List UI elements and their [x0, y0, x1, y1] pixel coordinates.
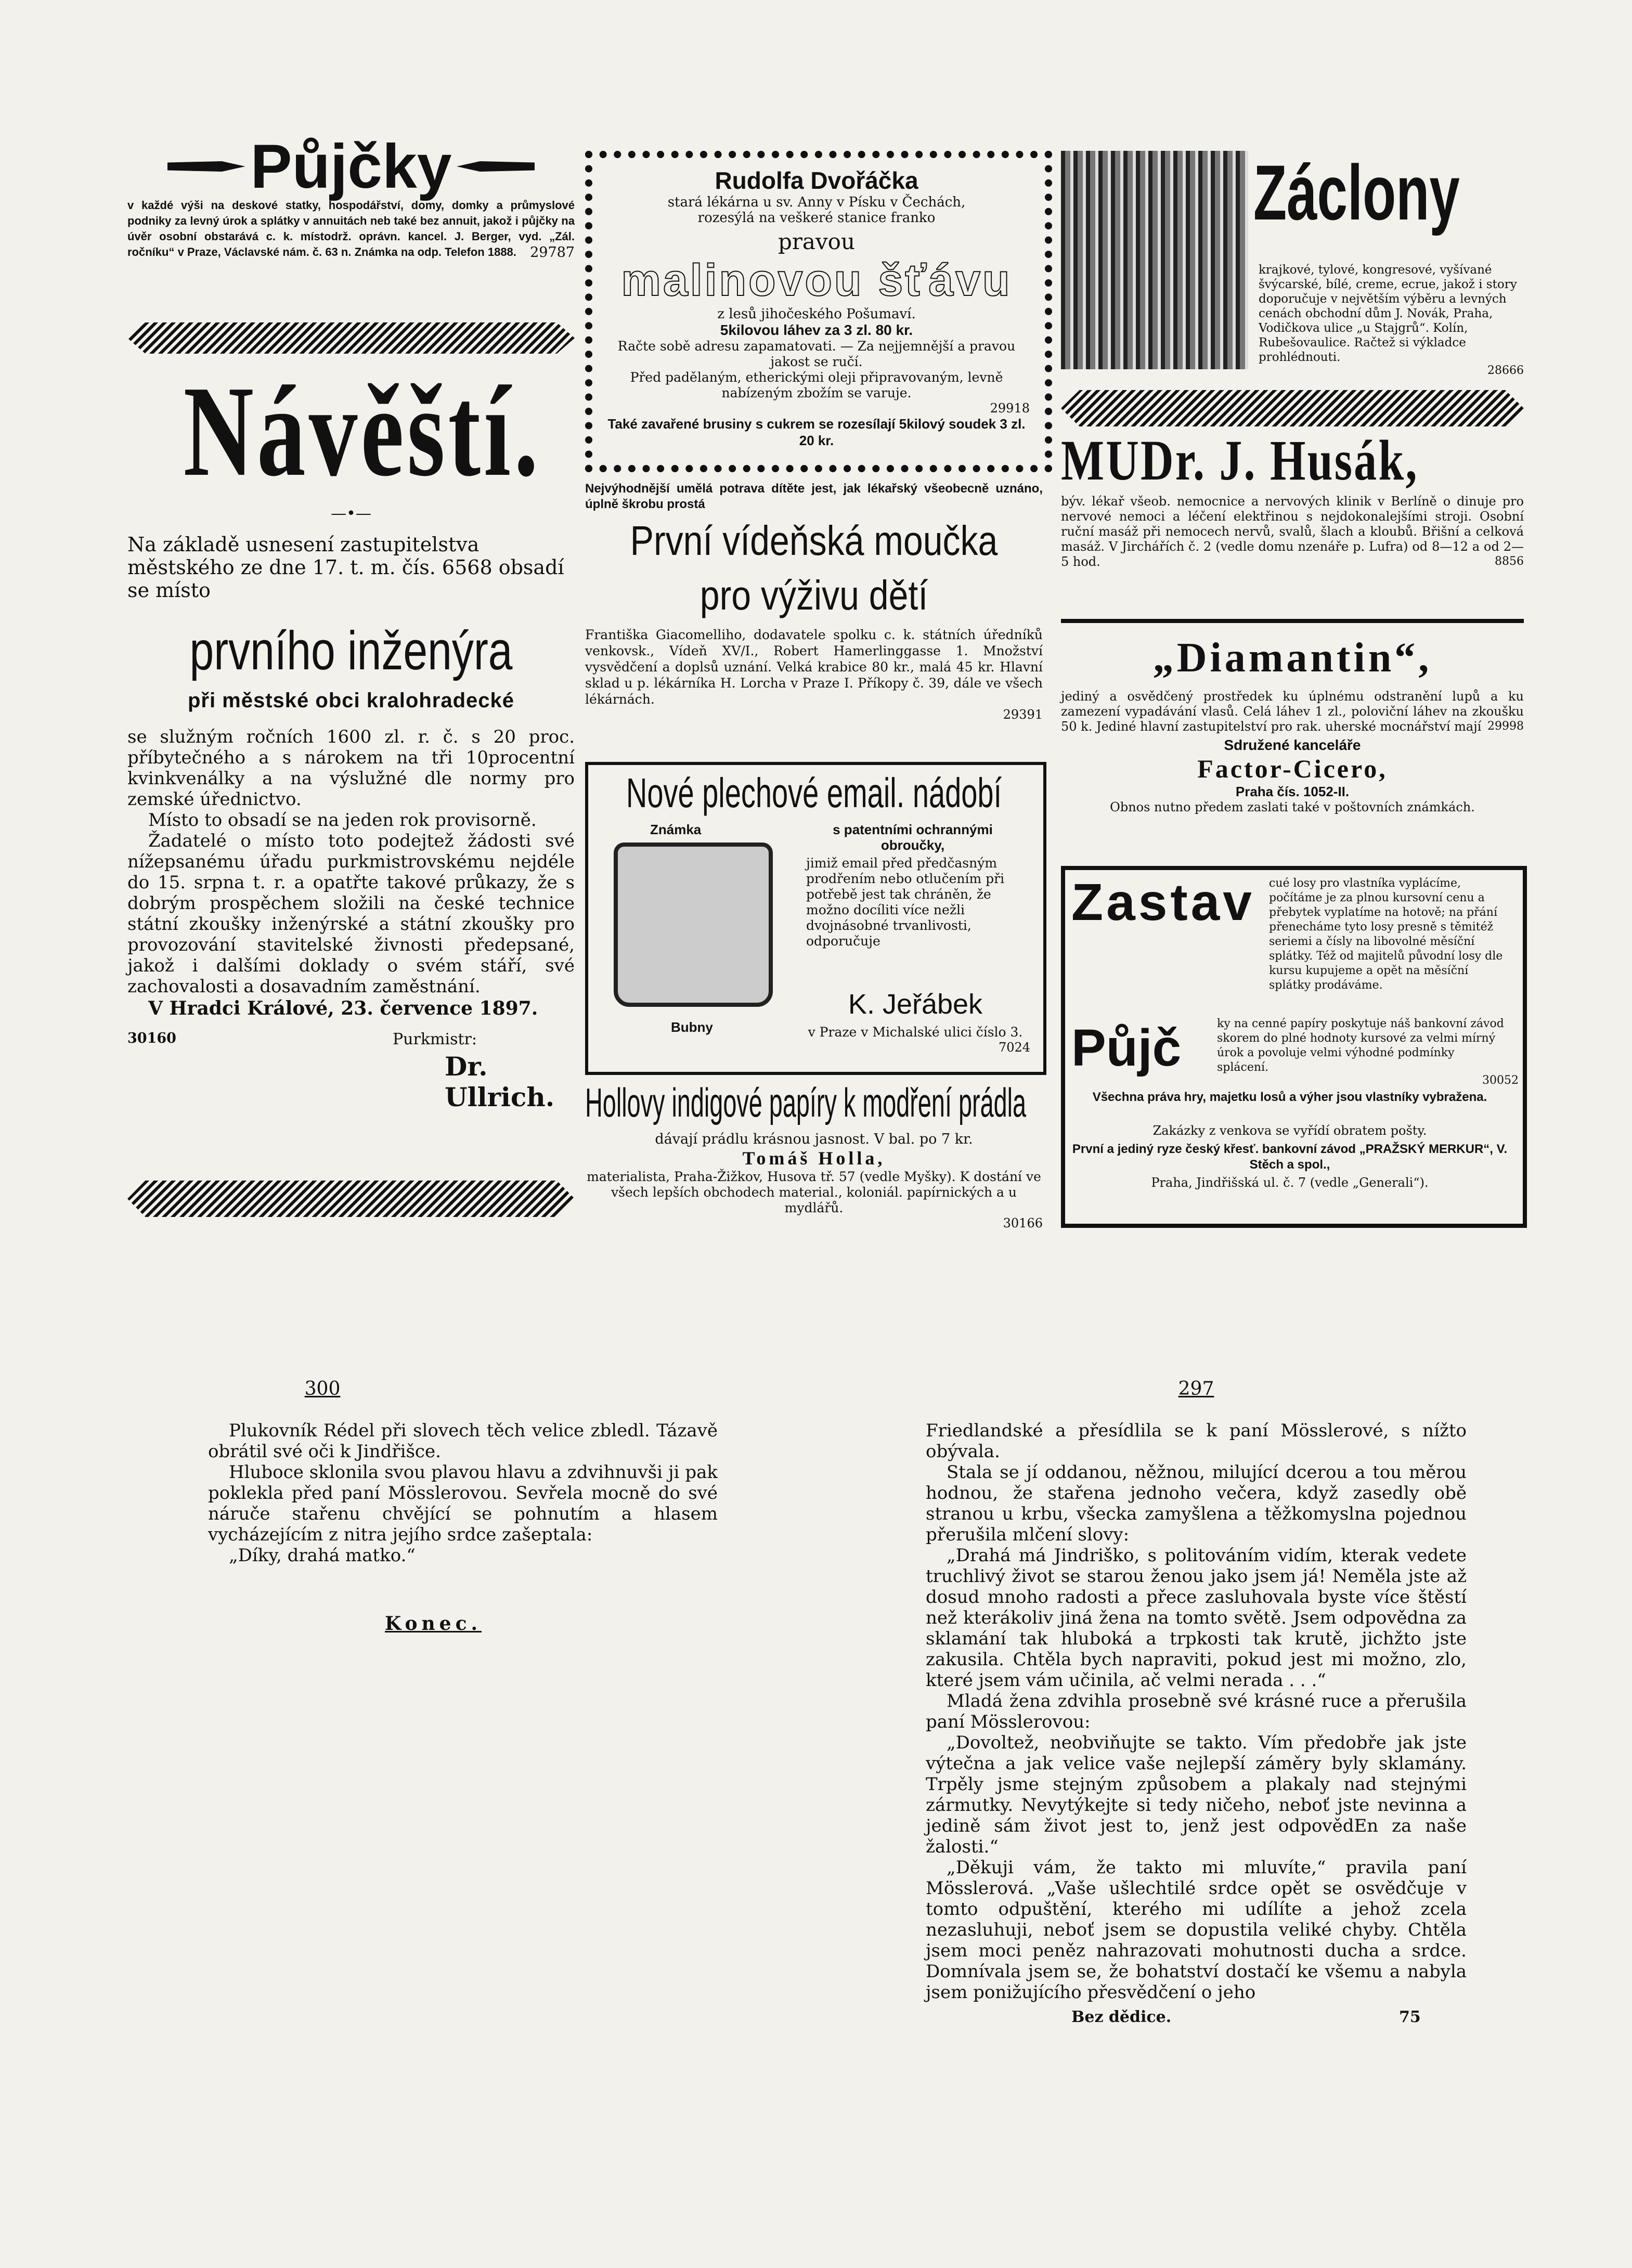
paper-line-1: dávají prádlu krásnou jasnost. V bal. po 7 kr. [655, 1131, 973, 1147]
pawn-line-2: Zakázky z venkova se vyřídí obratem pošty. [1152, 1123, 1427, 1138]
loans-title: Půjčky [250, 132, 452, 201]
enamel-number: 7024 [999, 1040, 1031, 1055]
page-number: 297 [1178, 1378, 1214, 1399]
ad-curtains [1253, 148, 1524, 237]
flour-intro: Nejvýhodnější umělá potrava dítěte jest, jak lékařský všeobecně uznáno, úplně škrobu prostá [585, 482, 1043, 511]
ad-enamel [593, 764, 1035, 1055]
diamantin-company: Factor-Cicero, [1197, 754, 1388, 783]
syrup-number: 29918 [990, 401, 1030, 416]
notice-number: 30160 [127, 1030, 176, 1046]
ad-loans [127, 132, 575, 261]
syrup-note: Račte sobě adresu zapamatovati. — Za nejjemnější a pravou jakost se ručí. [617, 339, 1016, 369]
novel-paragraph: Mladá žena zdvihla prosebně své krásné ruce a přerušila paní Mösslerovou: [926, 1691, 1467, 1732]
diamantin-title: „Diamantin“, [1152, 635, 1432, 681]
doctor-body: býv. lékař všeob. nemocnice a nervových klinik v Berlíně o dinuje pro nervové nemoci a léčení elektřinou s nejdokonalejšími stroji. Osobní ruční masáž při nemocech nervů, svalů, šlach a kloubů. Břišní a celková masáž. V Jirchářích č. 2 (vedle domu nzenáře p. Lufra) od 8—12 a od 2—5 hod. [1061, 494, 1524, 569]
syrup-line-2: rozesýlá na veškeré stanice franko [697, 210, 936, 226]
syrup-warning: Před padělaným, etherickými oleji připravovaným, levně nabízeným zbožím se varuje. [630, 370, 1003, 400]
ornament-divider: —•— [331, 504, 371, 523]
curtains-number: 28666 [1487, 364, 1524, 377]
pawn-title-1: Zastav [1071, 873, 1255, 931]
flour-title-1: První vídeňská moučka [630, 517, 998, 564]
loans-body: v každé výši na deskové statky, hospodářství, domy, domky a průmyslové podniky za levný úrok a splátky v annuitách neb také bez annuit, jakož i půjčky na úvěr osobní obstarává c. k. místodrž. oprávn. kancel. J. Berger, vyd. „Zál. ročníku“ v Praze, Václavské nám. č. 63 n. Známka na odp. Telefon 1888. [127, 199, 575, 258]
page-number: 300 [304, 1378, 341, 1399]
paper-number: 30166 [1003, 1216, 1043, 1230]
syrup-price: 5kilovou láhev za 3 zl. 80 kr. [720, 322, 913, 338]
diamantin-office: Sdružené kanceláře [1224, 737, 1361, 753]
pawn-number: 30052 [1482, 1074, 1519, 1087]
enamel-label-right: s patentními ochrannými obroučky, [833, 822, 993, 853]
diamantin-number: 29998 [1487, 720, 1524, 733]
ad-diamantin [1061, 627, 1524, 814]
notice-paragraph-2: Místo to obsadí se na jeden rok provisorně. [148, 810, 537, 831]
paper-body: materialista, Praha-Žižkov, Husova tř. 57 (vedle Myšky). K dostání ve všech lepších obchodech material., koloniál. papírnických a u mydlářů. [587, 1169, 1041, 1215]
novel-paragraph: „Drahá má Jindriško, s politováním vidím, kterak vedete truchlivý život se starou ženou jako jsem já! Neměla jste až dosud mnoho radosti a přece zasluhovala byste více štěstí než kterákoliv jiná žena na tomto světě. Jsem odpovědna za sklamání tak hluboká a trpkosti tak krutě, jichžto jste zakusila. Chtěla bych napraviti, pokud jest mi možno, zlo, které jsem vám učinila, ač velmi nerada . . .“ [926, 1545, 1467, 1691]
syrup-sugar: Také zavařené brusiny s cukrem se rozesílají 5kilový soudek 3 zl. 20 kr. [607, 416, 1026, 448]
curtains-body: krajkové, tylové, kongresové, vyšívané švýcarské, bílé, creme, ecrue, jakož i story doporučuje v největším výběru a levných cenách obchodní dům J. Novák, Praha, Vodičkova ulice „u Stajgrů“. Kolín, Rubešovaulice. Račtež si výkladce prohlédnouti. [1259, 263, 1517, 364]
curtain-illustration [1061, 151, 1248, 369]
divider-ornament [127, 1181, 575, 1217]
notice-paragraph-3: Žadatelé o místo toto podejtež žádosti své nížepsanému úřadu purkmistrovskému nejdéle do 15. srpna t. r. a opatřte takové průkazy, že s dobrým prospěchem složili na české technice státní zkoušky inženýrské a státní zkoušky pro provozování stavitelské živnosti předepsané, jakož i dalšími doklady o svém stáří, své zachovalosti a dosavadním zaměstnání. [127, 831, 575, 997]
pawn-title-2: Půjč [1071, 1019, 1182, 1077]
paper-seller: Tomáš Holla, [742, 1148, 886, 1169]
notice-date: V Hradci Králové, 23. července 1897. [148, 997, 538, 1019]
syrup-line-1: stará lékárna u sv. Anny v Písku v Čechách, [667, 195, 966, 210]
pawn-text-1: cué losy pro vlastníka vyplácíme, počítáme je za plnou kursovní cenu a přebytek vyplatíme na hotově; na přání přenecháme tyto losy presně s těmitéž seriemi a čísly na libovolné měsíční splátky. Též od majitelů původní losy dle kursu kupujeme a opět na měsíční splátky prodáváme. [1269, 877, 1503, 992]
flour-number: 29391 [1003, 707, 1043, 722]
diamantin-city: Praha čís. 1052-II. [1235, 784, 1350, 799]
novel-right-page [926, 1378, 1467, 2034]
divider-ornament [127, 322, 575, 354]
pawn-text-2: ky na cenné papíry poskytuje náš bankovní závod skorem do plné hodnoty kursové za velmi mírný úrok a povoluje velmi výhodné podmínky splácení. [1217, 1017, 1504, 1074]
notice-title: Návěští. [183, 359, 542, 503]
pawn-line-1: Všechna práva hry, majetku losů a výher jsou vlastníky vybražena. [1092, 1090, 1487, 1104]
doctor-title: MUDr. J. Husák, [1061, 429, 1419, 492]
novel-paragraph: Friedlandské a přesídlila se k paní Mösslerové, s nížto obývala. [926, 1420, 1467, 1462]
paper-title: Hollovy indigové papíry k modření prádla [585, 1080, 1027, 1125]
novel-paragraph: Plukovník Rédel při slovech těch velice zbledl. Tázavě obrátil své oči k Jindřišce. [208, 1420, 718, 1462]
section-rule [1061, 619, 1524, 623]
novel-paragraph: „Dovoltež, neobviňujte se takto. Vím předobře jak jste výtečna a jak velice vaše nejlepší záměry byly sklamány. Trpěly jsme stejným způsobem a plakaly nad stejnými zármutky. Nevytýkejte si tedy ničeho, neboť jste nevinna a jedině sám život jest to, jenž jest odpovědEn za naše žalosti.“ [926, 1732, 1467, 1857]
enamel-known-label: Známka [650, 822, 702, 837]
enamel-pot-image [614, 843, 773, 1007]
syrup-pravou: pravou [778, 229, 856, 254]
notice-paragraph-1: se služným ročních 1600 zl. r. č. s 20 proc. příbytečného a s nárokem na tři 10procentní kvinkvenálky a na výslužné dle normy pro zemské úřednictvo. [127, 727, 575, 810]
pawn-line-4: Praha, Jindřišská ul. č. 7 (vedle „Generali“). [1151, 1175, 1429, 1190]
diamantin-body: jediný a osvědčený prostředek ku úplnému odstranění lupů a ku zamezení vypadávání vlasů. Celá láhev 1 zl., poloviční láhev na zkoušku 50 k. Jediné hlavní zastupitelství pro rak. uherské mocnářství mají [1061, 689, 1524, 734]
pointing-hand-icon [167, 153, 245, 179]
ad-flour [585, 481, 1043, 722]
enamel-address: v Praze v Michalské ulici číslo 3. [808, 1025, 1023, 1040]
footer-title: Bez dědice. [1071, 2008, 1172, 2026]
notice-intro: Na základě usnesení zastupitelstva městského ze dne 17. t. m. čís. 6568 obsadí se místo [127, 533, 564, 602]
syrup-product: malinovou šťávu [621, 255, 1012, 305]
ad-doctor [1061, 426, 1524, 568]
signer-name: Dr. Ullrich. [445, 1051, 555, 1112]
ad-notice [127, 359, 575, 1112]
diamantin-footer: Obnos nutno předem zaslati také v poštovních známkách. [1110, 800, 1475, 814]
flour-body: Františka Giacomelliho, dodavatele spolku c. k. státních úředníků venkovsk., Vídeň XV/I., Robert Hamerlinggasse 1. Množství vysvědčení a doplsů uznání. Velká krabice 80 kr., malá 45 kr. Hlavní sklad u p. lékárníka H. Lorcha v Praze I. Příkopy č. 39, dále ve všech lékárnách. [585, 627, 1043, 707]
ad-syrup [603, 166, 1030, 449]
doctor-number: 8856 [1495, 555, 1524, 568]
pointing-hand-icon [457, 153, 535, 179]
novel-paragraph: Hluboce sklonila svou plavou hlavu a zdvihnuvši ji pak poklekla před paní Mösslerovou. Sevřela mocně do své náruče stařenu chvějící se pohnutím a hlasem vycházejícím z nitra jejího srdce zašeptala: [208, 1462, 718, 1545]
notice-position: prvního inženýra [189, 620, 513, 681]
pawn-line-3: První a jediný ryze český křesť. bankovní závod „PRAŽSKÝ MERKUR“, V. Stěch a spol., [1072, 1142, 1508, 1172]
enamel-seller: K. Jeřábek [848, 989, 983, 1020]
enamel-title: Nové plechové email. nádobí [626, 770, 1002, 816]
novel-paragraph: Stala se jí oddanou, něžnou, milující dcerou a tou měrou hodnou, že stařena jednoho večera, když zasedly obě stranou u krbu, všecka zamyšlena a těžkomyslna pojednou přerušila mlčení slovy: [926, 1462, 1467, 1545]
syrup-pharmacist: Rudolfa Dvořáčka [715, 167, 918, 194]
ad-paper [585, 1074, 1043, 1230]
novel-paragraph: „Díky, drahá matko.“ [229, 1545, 416, 1566]
loans-number: 29787 [530, 244, 575, 261]
footer-page: 75 [1399, 2008, 1421, 2026]
divider-ornament [1061, 390, 1524, 426]
enamel-brand: Bubny [671, 1019, 713, 1035]
novel-end: Konec. [385, 1613, 482, 1635]
signer-role: Purkmistr: [393, 1030, 477, 1048]
enamel-body: jimiž email před předčasným prodřením nebo otlučením při potřebě jest tak chráněn, že možno docíliti více nežli dvojnásobné trvanlivosti, odporučuje [806, 856, 1005, 949]
curtains-title: Záclony [1253, 149, 1460, 236]
notice-org: při městské obci kralohradecké [187, 689, 515, 712]
novel-left-page [208, 1378, 718, 1635]
flour-title-2: pro výživu dětí [700, 572, 928, 618]
novel-paragraph: „Děkuji vám, že takto mi mluvíte,“ pravila paní Mösslerová. „Vaše ušlechtilé srdce opět se osvědčuje v tomto odpuštění, kterého mi udílíte a jehož zcela nezasluhuji, neboť jsem se dopustila veliké chyby. Chtěla jsem moci peněz nahrazovati mohutnosti ducha a srdce. Domnívala jsem se, že bohatství dostačí ke všemu a nabyla jsem ponižujícího přesvědčení o jeho [926, 1857, 1467, 2003]
syrup-origin: z lesů jihočeského Pošumaví. [717, 306, 916, 322]
